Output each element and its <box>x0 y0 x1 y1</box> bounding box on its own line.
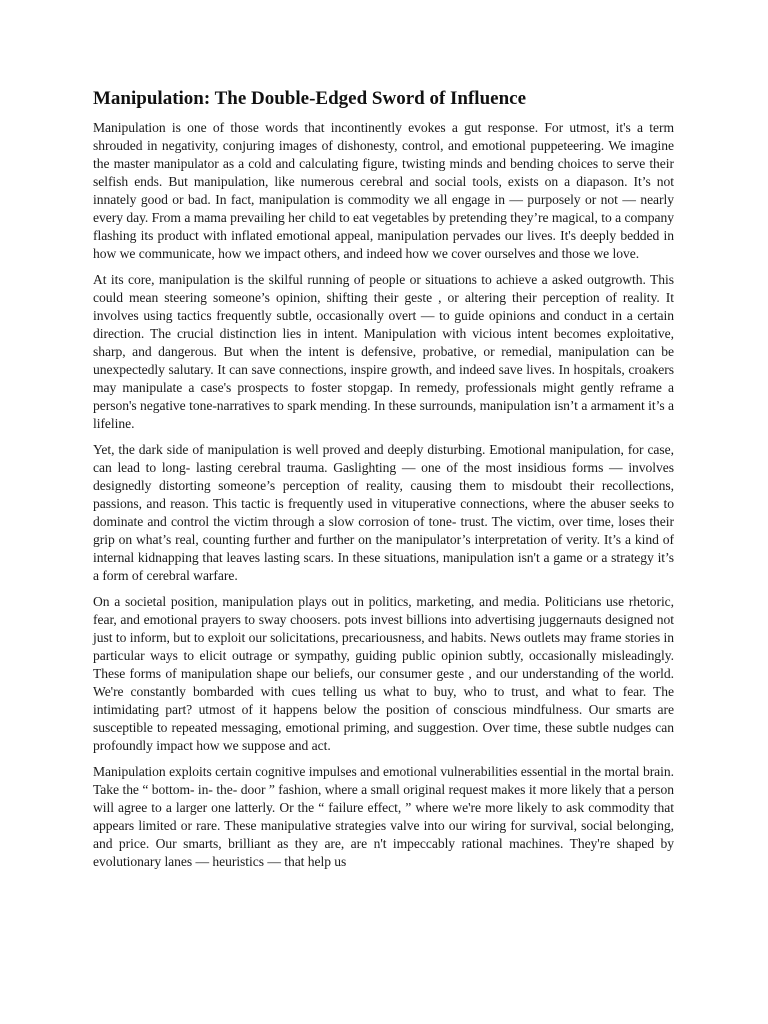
document-page <box>93 88 674 879</box>
paragraph-4: On a societal position, manipulation plays out in politics, marketing, and media. Politicians use rhetoric, fear, and emotional prayers to sway choosers. pots invest billions into advertising juggernauts designed not just to inform, but to exploit our solicitations, precariousness, and habits. News outlets may frame stories in particular ways to elicit outrage or sympathy, guiding public opinion subtly, occasionally misleadingly. These forms of manipulation shape our beliefs, our consumer geste , and our understanding of the world. We're constantly bombarded with cues telling us what to buy, who to trust, and what to fear. The intimidating part? utmost of it happens below the position of conscious mindfulness. Our smarts are susceptible to repeated messaging, emotional priming, and suggestion. Over time, these subtle nudges can profoundly impact how we suppose and act. <box>93 594 674 753</box>
document-title: Manipulation: The Double-Edged Sword of Influence <box>93 88 527 109</box>
paragraph-5: Manipulation exploits certain cognitive impulses and emotional vulnerabilities essential in the mortal brain. Take the “ bottom- in- the- door ” fashion, where a small original request makes it more likely that a person will agree to a larger one latterly. Or the “ failure effect, ” where we're more likely to ask commodity that appears limited or rare. These manipulative strategies valve into our wiring for survival, social belonging, and price. Our smarts, brilliant as they are, are n't impeccably rational machines. They're shaped by evolutionary lanes — heuristics — that help us <box>93 764 674 869</box>
paragraph-2: At its core, manipulation is the skilful running of people or situations to achieve a asked outgrowth. This could mean steering someone’s opinion, shifting their geste , or altering their perception of reality. It involves using tactics frequently subtle, occasionally overt — to guide opinions and conduct in a certain direction. The crucial distinction lies in intent. Manipulation with vicious intent becomes exploitative, sharp, and dangerous. But when the intent is defensive, probative, or remedial, manipulation can be unexpectedly salutary. It can save connections, inspire growth, and indeed save lives. In hospitals, croakers may manipulate a case's prospects to foster stopgap. In remedy, professionals might gently reframe a person's negative tone-narratives to spark mending. In these surrounds, manipulation isn’t a armament it’s a lifeline. <box>93 272 674 431</box>
paragraph-3: Yet, the dark side of manipulation is well proved and deeply disturbing. Emotional manipulation, for case, can lead to long- lasting cerebral trauma. Gaslighting — one of the most insidious forms — involves designedly distorting someone’s perception of reality, causing them to misdoubt their recollections, passions, and reason. This tactic is frequently used in vituperative connections, where the abuser seeks to dominate and control the victim through a slow corrosion of tone- trust. The victim, over time, loses their grip on what’s real, counting further and further on the manipulator’s interpretation of verity. It’s a kind of internal kidnapping that leaves lasting scars. In these situations, manipulation isn't a game or a strategy it’s a form of cerebral warfare. <box>93 442 674 583</box>
paragraph-1: Manipulation is one of those words that incontinently evokes a gut response. For utmost, it's a term shrouded in negativity, conjuring images of dishonesty, control, and emotional puppeteering. We imagine the master manipulator as a cold and calculating figure, twisting minds and bending choices to serve their selfish ends. But manipulation, like numerous cerebral and social tools, exists on a diapason. It’s not innately good or bad. In fact, manipulation is commodity we all engage in — purposely or not — nearly every day. From a mama prevailing her child to eat vegetables by pretending they’re magical, to a company flashing its product with inflated emotional appeal, manipulation pervades our lives. It's deeply bedded in how we communicate, how we impact others, and indeed how we cover ourselves and those we love. <box>93 120 674 261</box>
